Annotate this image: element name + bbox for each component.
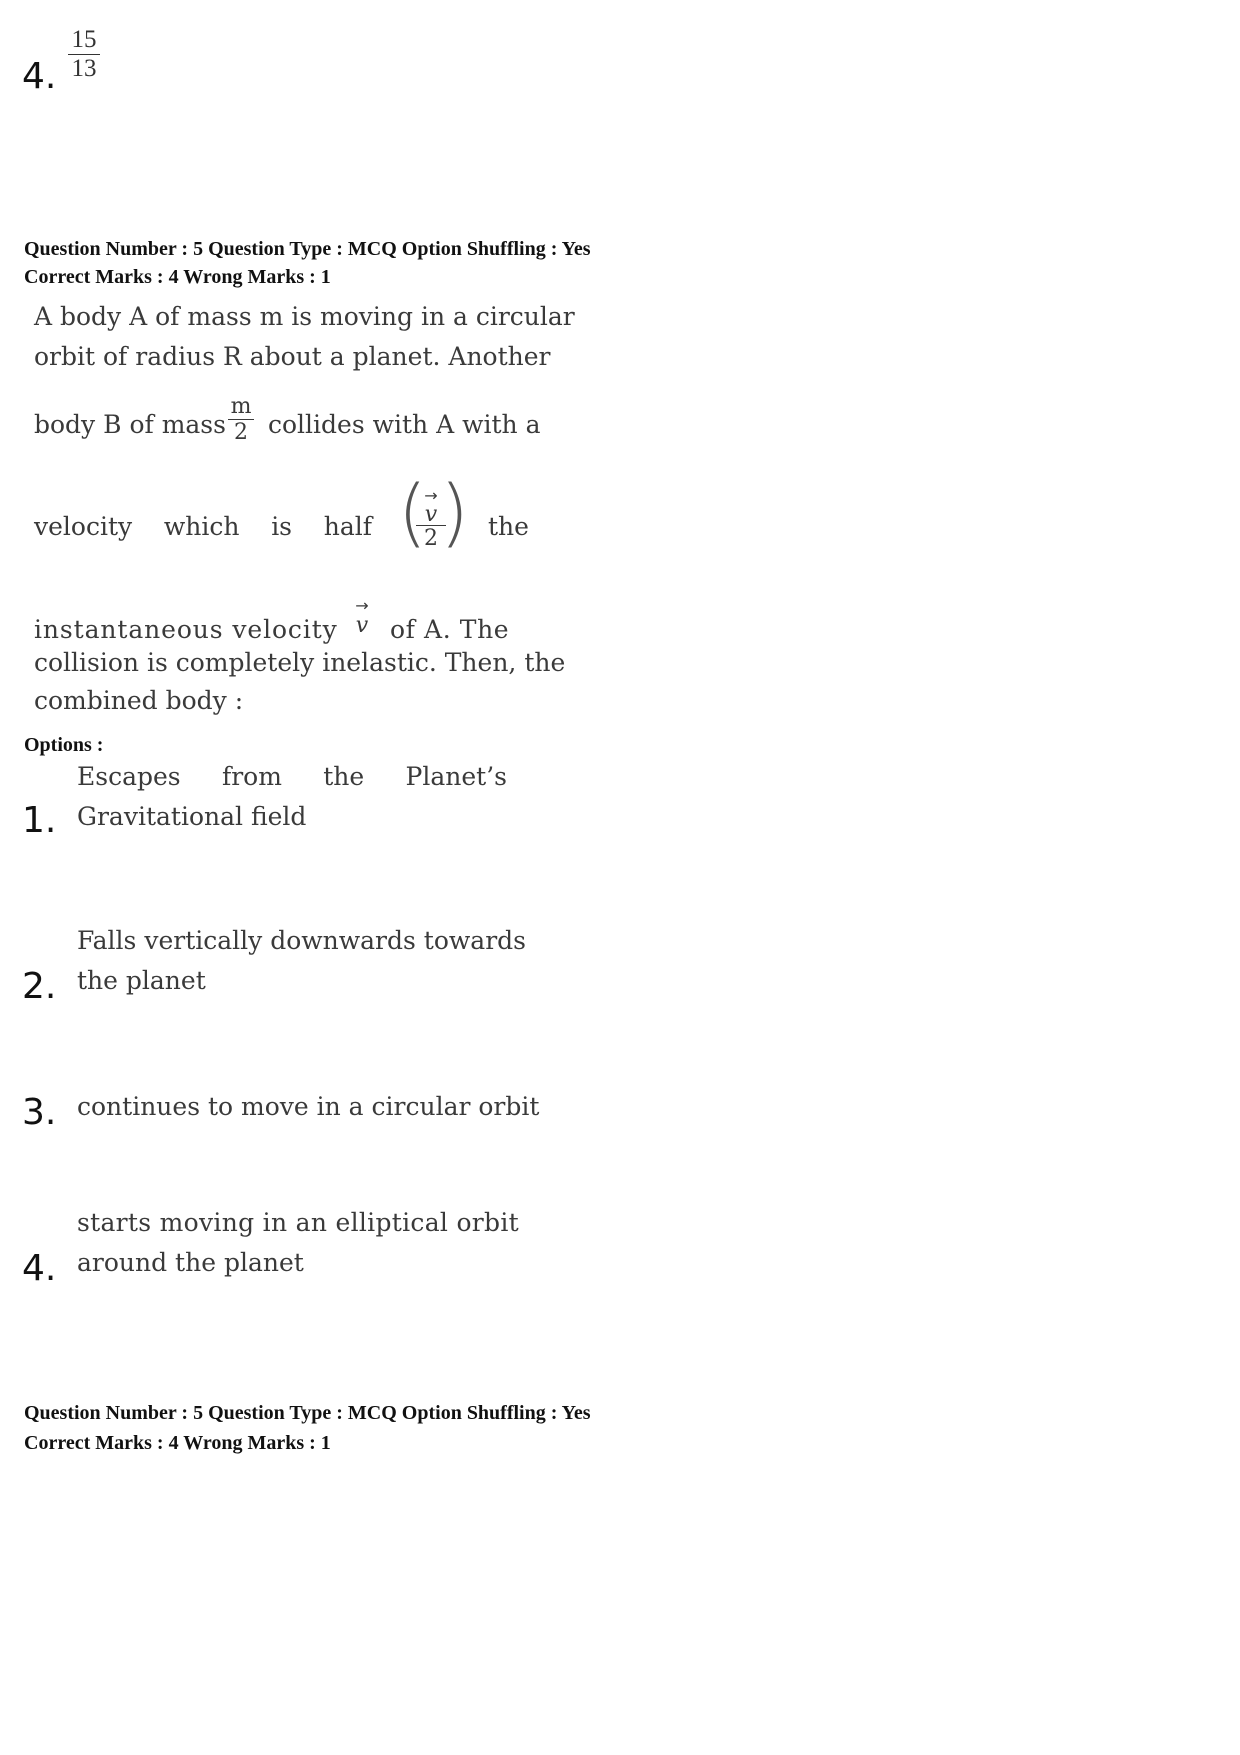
- vector-arrow-icon: →: [424, 486, 438, 505]
- mass-fraction: [228, 394, 254, 445]
- word: the: [323, 762, 365, 791]
- word: which: [163, 512, 240, 541]
- prev-option-number: 4.: [22, 56, 57, 97]
- right-parenthesis: ): [440, 470, 469, 556]
- option-3-line: continues to move in a circular orbit: [77, 1092, 540, 1121]
- option-2-line: Falls vertically downwards towards: [77, 926, 526, 955]
- question-line: instantaneous velocity: [34, 615, 338, 644]
- option-2-line: the planet: [77, 966, 206, 995]
- question-line: orbit of radius R about a planet. Another: [34, 342, 551, 371]
- prev-option-fraction: [68, 26, 100, 83]
- left-parenthesis: (: [398, 470, 427, 556]
- vector-v: v: [355, 613, 369, 638]
- option-1-line: [77, 762, 507, 791]
- question-line-justified: [34, 512, 372, 541]
- marks-header: Correct Marks : 4 Wrong Marks : 1: [24, 266, 331, 288]
- fraction-denominator: 2: [228, 419, 254, 445]
- fraction-numerator: m: [230, 394, 252, 419]
- word: velocity: [34, 512, 133, 541]
- velocity-vector: [352, 596, 372, 637]
- option-number: 1.: [22, 800, 57, 841]
- option-number: 3.: [22, 1092, 57, 1133]
- question-line: combined body :: [34, 686, 244, 715]
- next-marks-header: Correct Marks : 4 Wrong Marks : 1: [24, 1432, 331, 1454]
- option-1-line: Gravitational field: [77, 802, 307, 831]
- word: is: [271, 512, 293, 541]
- vector-v: v: [424, 502, 438, 527]
- question-line: body B of mass: [34, 410, 226, 439]
- question-header: Question Number : 5 Question Type : MCQ Option Shuffling : Yes: [24, 238, 591, 260]
- word: from: [221, 762, 282, 791]
- question-line: collides with A with a: [268, 410, 541, 439]
- vector-arrow-icon: →: [355, 596, 369, 615]
- fraction-denominator: 2: [416, 525, 446, 551]
- fraction-denominator: 13: [68, 54, 100, 83]
- next-question-header: Question Number : 5 Question Type : MCQ Option Shuffling : Yes: [24, 1402, 591, 1424]
- question-line: of A. The: [390, 615, 510, 644]
- option-4-line: around the planet: [77, 1248, 304, 1277]
- question-line: collision is completely inelastic. Then, the: [34, 648, 566, 677]
- question-line: A body A of mass m is moving in a circular: [34, 302, 575, 331]
- option-number: 2.: [22, 966, 57, 1007]
- word: half: [323, 512, 372, 541]
- option-number: 4.: [22, 1248, 57, 1289]
- fraction-numerator: 15: [71, 26, 97, 53]
- question-line: the: [488, 512, 529, 541]
- word: Escapes: [77, 762, 181, 791]
- options-label: Options :: [24, 734, 104, 756]
- word: Planet’s: [405, 762, 507, 791]
- option-4-line: starts moving in an elliptical orbit: [77, 1208, 520, 1237]
